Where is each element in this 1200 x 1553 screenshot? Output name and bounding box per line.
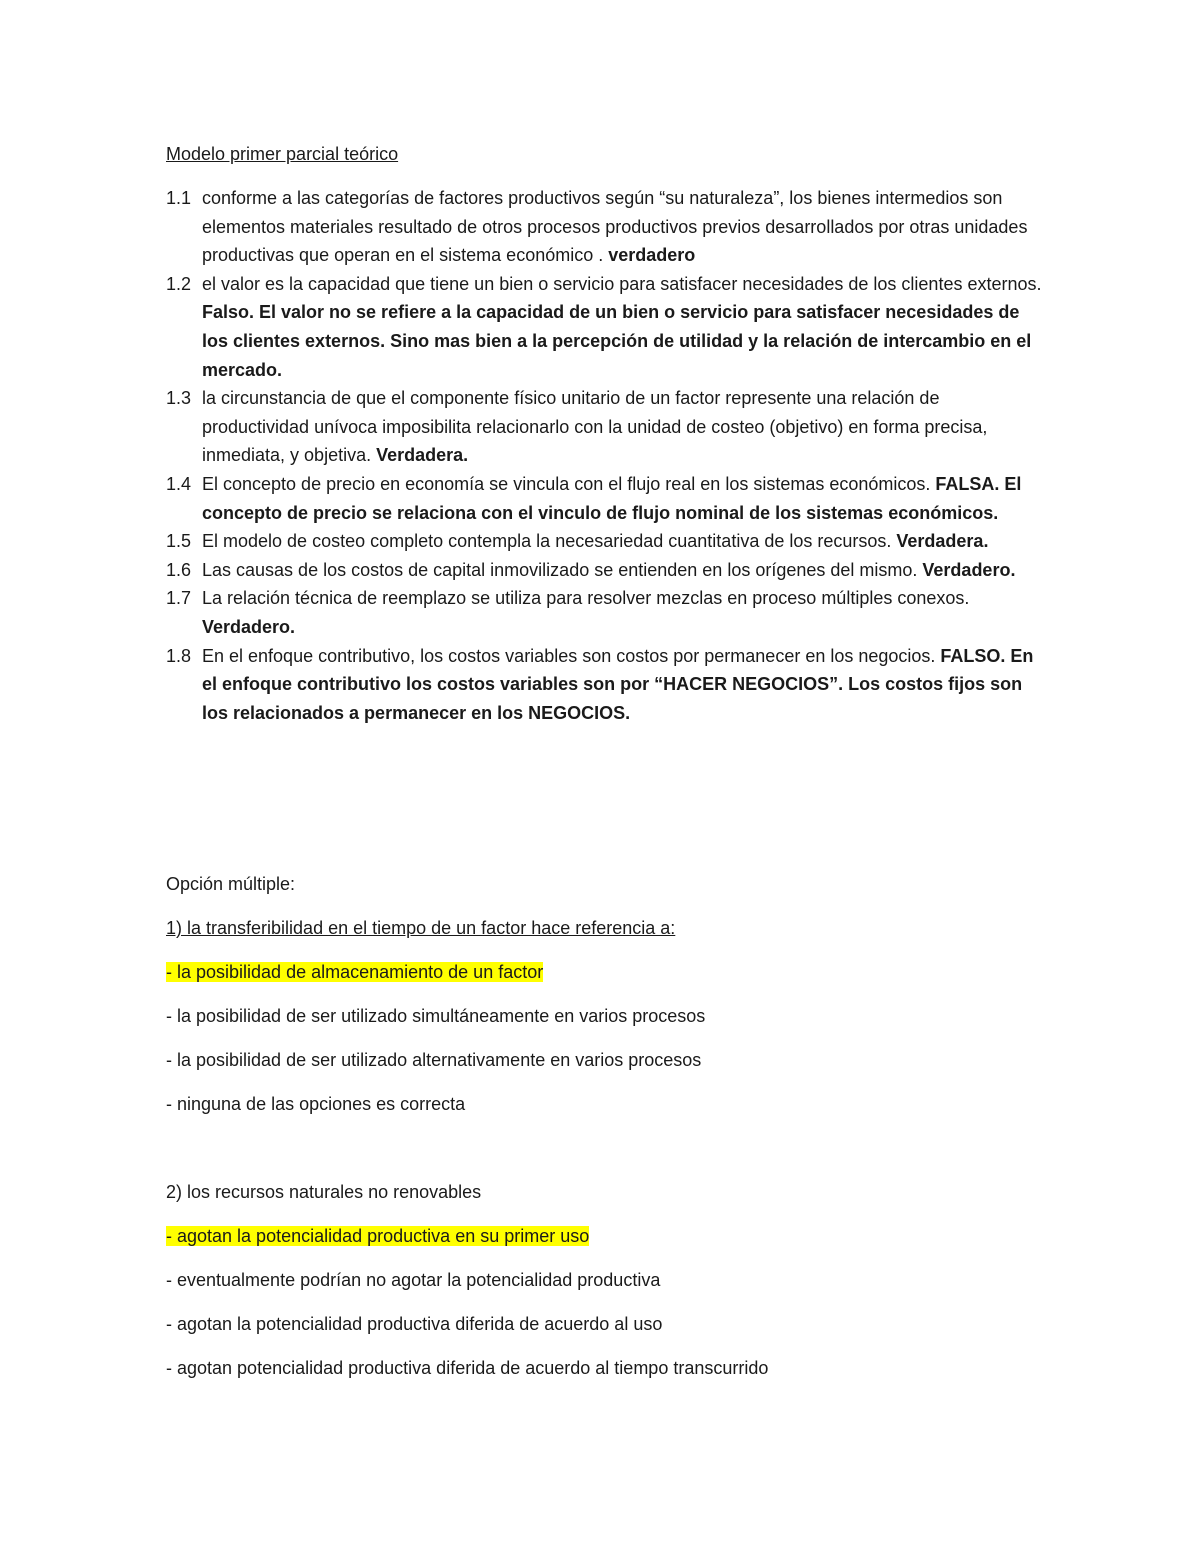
tf-answer: FALSA. El concepto de precio se relaciona con el vinculo de flujo nominal de los sistemas económicos. — [202, 473, 1022, 523]
tf-text — [202, 642, 1046, 728]
tf-text — [202, 470, 1046, 527]
tf-statement: el valor es la capacidad que tiene un bien o servicio para satisfacer necesidades de los clientes externos. — [202, 273, 1042, 294]
tf-text — [202, 584, 1046, 641]
tf-number: 1.4 — [166, 473, 192, 494]
tf-number: 1.1 — [166, 188, 192, 208]
tf-statement: conforme a las categorías de factores productivos según “su naturaleza”, los bienes intermedios son elementos materiales resultado de otros procesos productivos previos desarrollados por otras unidades productivas que operan en el sistema económico . — [202, 188, 1028, 266]
mc-question-1: 1) la transferibilidad en el tiempo de un factor hace referencia a: — [166, 918, 676, 938]
tf-text — [202, 184, 1046, 270]
tf-item-1-1 — [166, 184, 1046, 270]
mc-option: - la posibilidad de ser utilizado alternativamente en varios procesos — [166, 1050, 702, 1070]
tf-statement: En el enfoque contributivo, los costos variables son costos por permanecer en los negocios. — [202, 645, 941, 666]
tf-answer: Verdadera. — [896, 531, 989, 552]
tf-number: 1.6 — [166, 559, 192, 580]
tf-item-1-6 — [166, 556, 1046, 585]
tf-item-1-3 — [166, 384, 1046, 470]
tf-item-1-7 — [166, 584, 1046, 641]
tf-text — [202, 556, 1046, 585]
tf-item-1-8 — [166, 642, 1046, 728]
document-title: Modelo primer parcial teórico — [166, 144, 399, 164]
tf-statement: Las causas de los costos de capital inmovilizado se entienden en los orígenes del mismo. — [202, 559, 923, 580]
tf-number: 1.2 — [166, 273, 192, 294]
tf-text — [202, 270, 1046, 384]
mc-option-highlighted — [166, 1222, 589, 1250]
mc-option: - agotan la potencialidad productiva diferida de acuerdo al uso — [166, 1314, 663, 1334]
tf-item-1-5 — [166, 527, 1046, 556]
mc-option: - la posibilidad de ser utilizado simultáneamente en varios procesos — [166, 1006, 706, 1026]
mc-question-2: 2) los recursos naturales no renovables — [166, 1182, 482, 1202]
mc-option: - agotan potencialidad productiva diferida de acuerdo al tiempo transcurrido — [166, 1358, 769, 1378]
tf-item-1-2 — [166, 270, 1046, 384]
mc-option: - eventualmente podrían no agotar la potencialidad productiva — [166, 1270, 661, 1290]
tf-statement: la circunstancia de que el componente físico unitario de un factor represente una relación de productividad unívoca imposibilita relacionarlo con la unidad de costeo (objetivo) en forma precisa, inmediata, y objetiva. — [202, 388, 988, 466]
tf-item-1-4 — [166, 470, 1046, 527]
tf-number: 1.8 — [166, 645, 192, 666]
tf-statement: La relación técnica de reemplazo se utiliza para resolver mezclas en proceso múltiples conexos. — [202, 588, 970, 609]
multiple-choice-heading: Opción múltiple: — [166, 874, 296, 894]
mc-option-highlighted — [166, 958, 543, 986]
tf-answer: Verdadero. — [202, 616, 296, 637]
tf-number: 1.3 — [166, 388, 192, 409]
tf-text — [202, 384, 1046, 470]
tf-answer: Verdadera. — [376, 445, 469, 466]
true-false-list — [166, 184, 1046, 727]
mc-option-text: - la posibilidad de almacenamiento de un factor — [166, 962, 544, 982]
tf-answer: Verdadero. — [922, 559, 1016, 580]
tf-answer: Falso. El valor no se refiere a la capacidad de un bien o servicio para satisfacer necesidades de los clientes externos. Sino mas bien a la percepción de utilidad y la relación de intercambio en el mercado. — [202, 302, 1032, 380]
mc-option-text: - agotan la potencialidad productiva en su primer uso — [166, 1226, 590, 1246]
tf-number: 1.7 — [166, 588, 192, 609]
tf-statement: El modelo de costeo completo contempla la necesariedad cuantitativa de los recursos. — [202, 531, 897, 552]
tf-answer: verdadero — [608, 245, 696, 266]
mc-option: - ninguna de las opciones es correcta — [166, 1094, 466, 1114]
tf-statement: El concepto de precio en economía se vincula con el flujo real en los sistemas económicos. — [202, 473, 936, 494]
tf-answer: FALSO. En el enfoque contributivo los costos variables son por “HACER NEGOCIOS”. Los costos fijos son los relacionados a permanecer en los NEGOCIOS. — [202, 645, 1034, 723]
tf-text — [202, 527, 1046, 556]
tf-number: 1.5 — [166, 531, 192, 552]
